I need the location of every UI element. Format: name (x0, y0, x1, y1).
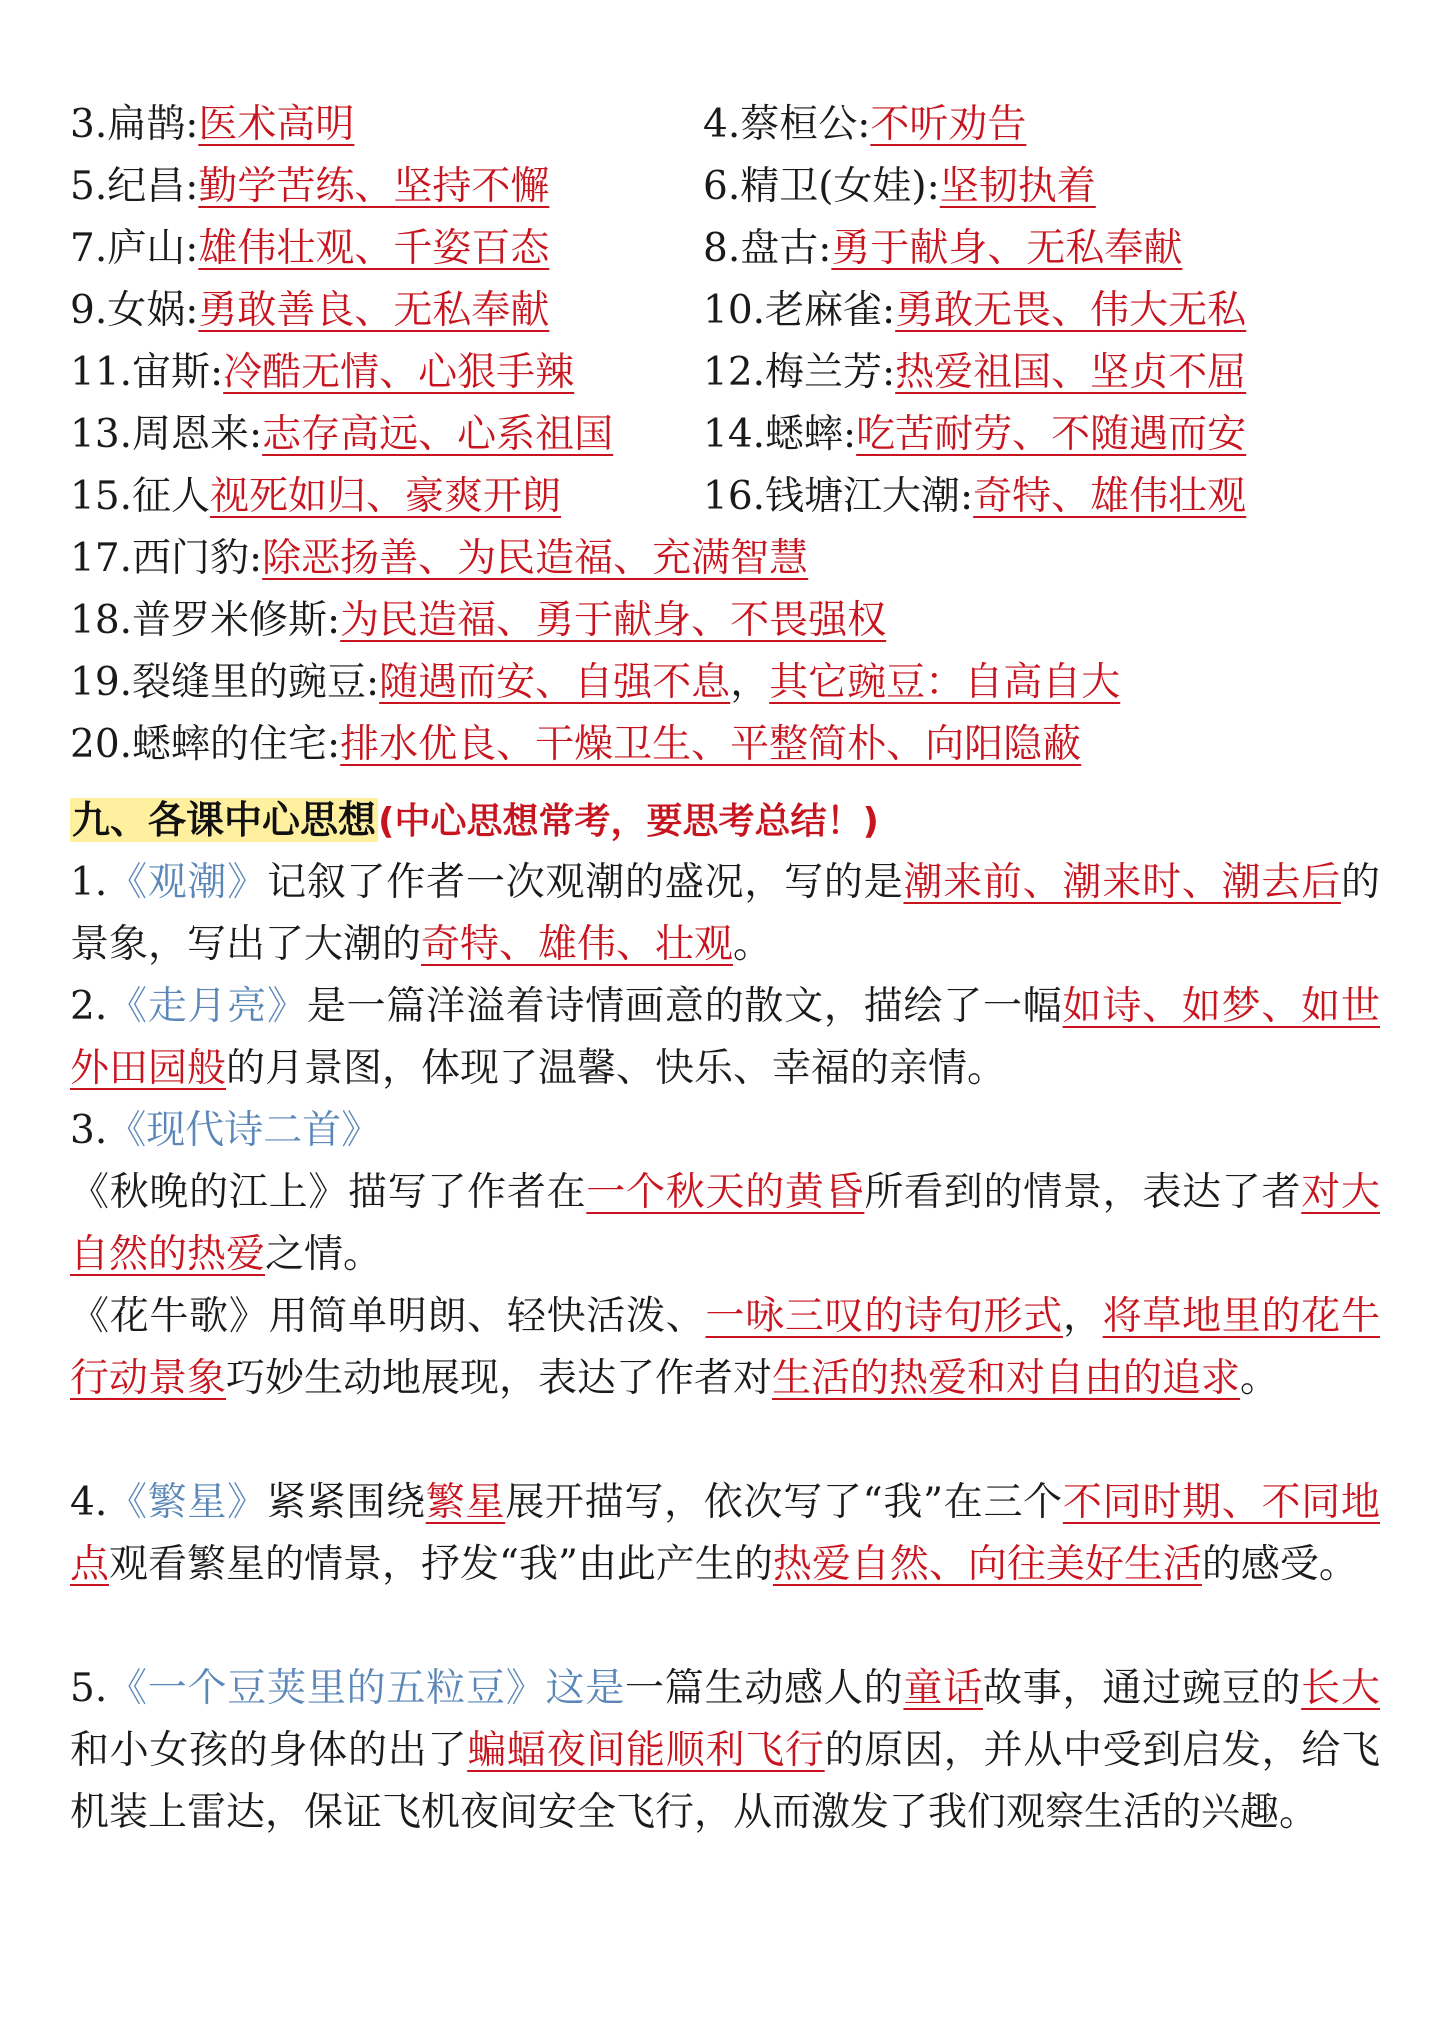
trait-item: 12.梅兰芳:热爱祖国、坚贞不屈 (703, 350, 1247, 395)
trait-answer: 冷酷无情、心狠手辣 (223, 350, 575, 395)
section-note: (中心思想常考，要思考总结！) (378, 801, 879, 842)
trait-answer: 勇敢无畏、伟大无私 (895, 288, 1247, 333)
summary-paragraph-4: 4.《繁星》紧紧围绕繁星展开描写，依次写了“我”在三个不同时期、不同地点观看繁星的情景，抒发“我”由此产生的热爱自然、向往美好生活的感受。 (70, 1480, 1380, 1587)
book-title: 《观潮》 (107, 860, 268, 905)
trait-answer: 志存高远、心系祖国 (262, 412, 614, 457)
trait-item: 9.女娲:勇敢善良、无私奉献 (70, 288, 550, 333)
summary-paragraph-1: 1.《观潮》记叙了作者一次观潮的盛况，写的是潮来前、潮来时、潮去后的景象，写出了大潮的奇特、雄伟、壮观。 (70, 860, 1380, 967)
trait-answer: 雄伟壮观、千姿百态 (198, 226, 550, 271)
trait-answer: 排水优良、干燥卫生、平整简朴、向阳隐蔽 (340, 722, 1082, 767)
trait-answer: 视死如归、豪爽开朗 (210, 474, 562, 519)
trait-answer: 坚韧执着 (939, 164, 1096, 209)
trait-item: 7.庐山:雄伟壮观、千姿百态 (70, 226, 550, 271)
trait-item: 5.纪昌:勤学苦练、坚持不懈 (70, 164, 550, 209)
trait-item: 16.钱塘江大潮:奇特、雄伟壮观 (703, 474, 1247, 519)
summary-paragraph-3: 3.《现代诗二首》 (70, 1108, 381, 1153)
trait-item: 10.老麻雀:勇敢无畏、伟大无私 (703, 288, 1247, 333)
trait-answer: 除恶扬善、为民造福、充满智慧 (262, 536, 809, 581)
trait-item: 6.精卫(女娃):坚韧执着 (703, 164, 1096, 209)
trait-item: 14.蟋蟀:吃苦耐劳、不随遇而安 (703, 412, 1247, 457)
book-title: 《现代诗二首》 (107, 1108, 381, 1153)
trait-answer: 医术高明 (198, 102, 355, 147)
trait-answer: 为民造福、勇于献身、不畏强权 (340, 598, 887, 643)
trait-item: 20.蟋蟀的住宅:排水优良、干燥卫生、平整简朴、向阳隐蔽 (70, 722, 1082, 767)
section-title: 九、各课中心思想 (72, 798, 377, 842)
summary-paragraph-3a: 《秋晚的江上》描写了作者在一个秋天的黄昏所看到的情景，表达了者对大自然的热爱之情。 (70, 1170, 1380, 1277)
trait-answer: 不听劝告 (870, 102, 1027, 147)
trait-item: 15.征人视死如归、豪爽开朗 (70, 474, 562, 519)
trait-item: 8.盘古:勇于献身、无私奉献 (703, 226, 1183, 271)
trait-item: 17.西门豹:除恶扬善、为民造福、充满智慧 (70, 536, 809, 581)
trait-answer: 勤学苦练、坚持不懈 (198, 164, 550, 209)
trait-answer: 勇敢善良、无私奉献 (198, 288, 550, 333)
trait-answer: 勇于献身、无私奉献 (831, 226, 1183, 271)
book-title: 《繁星》 (107, 1480, 267, 1525)
trait-item: 3.扁鹊:医术高明 (70, 102, 355, 147)
trait-answer: 随遇而安、自强不息 (379, 660, 731, 705)
trait-answer: 奇特、雄伟壮观 (973, 474, 1247, 519)
book-title: 《走月亮》 (107, 984, 307, 1029)
trait-answer: 热爱祖国、坚贞不屈 (895, 350, 1247, 395)
trait-item: 18.普罗米修斯:为民造福、勇于献身、不畏强权 (70, 598, 887, 643)
trait-item: 11.宙斯:冷酷无情、心狠手辣 (70, 350, 575, 395)
summary-paragraph-3b: 《花牛歌》用简单明朗、轻快活泼、一咏三叹的诗句形式，将草地里的花牛行动景象巧妙生动地展现，表达了作者对生活的热爱和对自由的追求。 (70, 1294, 1380, 1401)
trait-item: 19.裂缝里的豌豆:随遇而安、自强不息，其它豌豆：自高自大 (70, 660, 1121, 705)
book-title: 《一个豆荚里的五粒豆》这是 (107, 1666, 626, 1711)
section-heading (70, 788, 879, 852)
trait-answer: 吃苦耐劳、不随遇而安 (856, 412, 1247, 457)
trait-item: 13.周恩来:志存高远、心系祖国 (70, 412, 614, 457)
trait-item: 4.蔡桓公:不听劝告 (703, 102, 1027, 147)
summary-paragraph-2: 2.《走月亮》是一篇洋溢着诗情画意的散文，描绘了一幅如诗、如梦、如世外田园般的月景图，体现了温馨、快乐、幸福的亲情。 (70, 984, 1380, 1091)
summary-paragraph-5: 5.《一个豆荚里的五粒豆》这是一篇生动感人的童话故事，通过豌豆的长大和小女孩的身体的出了蝙蝠夜间能顺利飞行的原因，并从中受到启发，给飞机装上雷达，保证飞机夜间安全飞行，从而激发了我们观察生活的兴趣。 (70, 1666, 1380, 1835)
trait-answer-2: 其它豌豆：自高自大 (769, 660, 1121, 705)
